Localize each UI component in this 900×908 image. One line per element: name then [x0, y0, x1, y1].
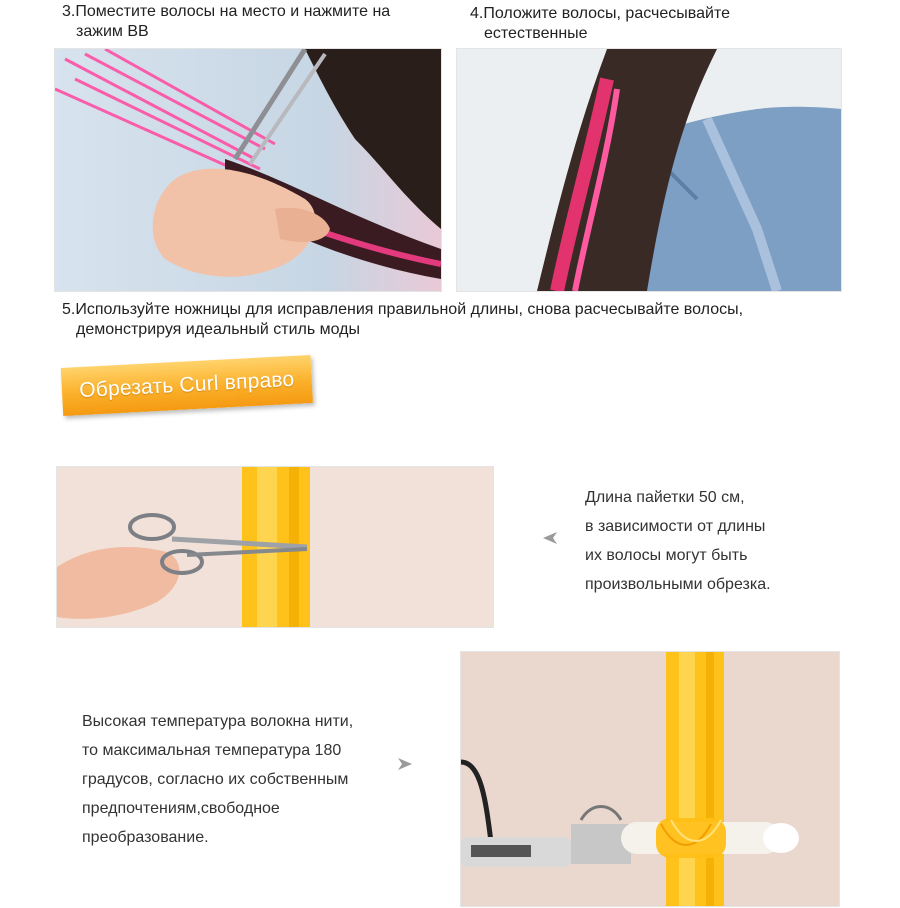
- cut-note-line: их волосы могут быть: [585, 547, 748, 564]
- cut-note: [585, 483, 771, 599]
- step5-caption: [62, 300, 743, 340]
- photo-cut-hair: [56, 466, 494, 628]
- arrow-right-icon: [398, 758, 412, 770]
- step5-line1: 5.Используйте ножницы для исправления правильной длины, снова расчесывайте волосы,: [62, 301, 744, 318]
- photo-curl-hair: [460, 651, 840, 907]
- curl-note-line: Высокая температура волокна нити,: [82, 713, 354, 730]
- photo-laid-hair: [456, 48, 842, 292]
- curl-note-line: градусов, согласно их собственным: [82, 771, 349, 788]
- step3-caption: [62, 2, 390, 42]
- step3-line1: 3.Поместите волосы на место и нажмите на: [62, 3, 391, 20]
- cut-curl-badge-label: Обрезать Curl вправо: [78, 367, 295, 403]
- cut-note-line: Длина пайетки 50 см,: [585, 489, 745, 506]
- curl-note-line: преобразование.: [82, 829, 209, 846]
- cut-note-line: произвольными обрезка.: [585, 576, 771, 593]
- curl-note-line: то максимальная температура 180: [82, 742, 342, 759]
- step3-line2: зажим BB: [76, 23, 149, 40]
- step4-caption: [470, 4, 730, 44]
- arrow-left-icon: [543, 532, 557, 544]
- step5-line2: демонстрируя идеальный стиль моды: [76, 321, 361, 338]
- cut-curl-badge: [61, 355, 313, 416]
- cut-note-line: в зависимости от длины: [585, 518, 766, 535]
- step4-line1: 4.Положите волосы, расчесывайте: [470, 5, 730, 22]
- step4-line2: естественные: [484, 25, 588, 42]
- curl-note-line: предпочтениям,свободное: [82, 800, 280, 817]
- photo-clip-hair: [54, 48, 442, 292]
- curl-note: [82, 707, 353, 852]
